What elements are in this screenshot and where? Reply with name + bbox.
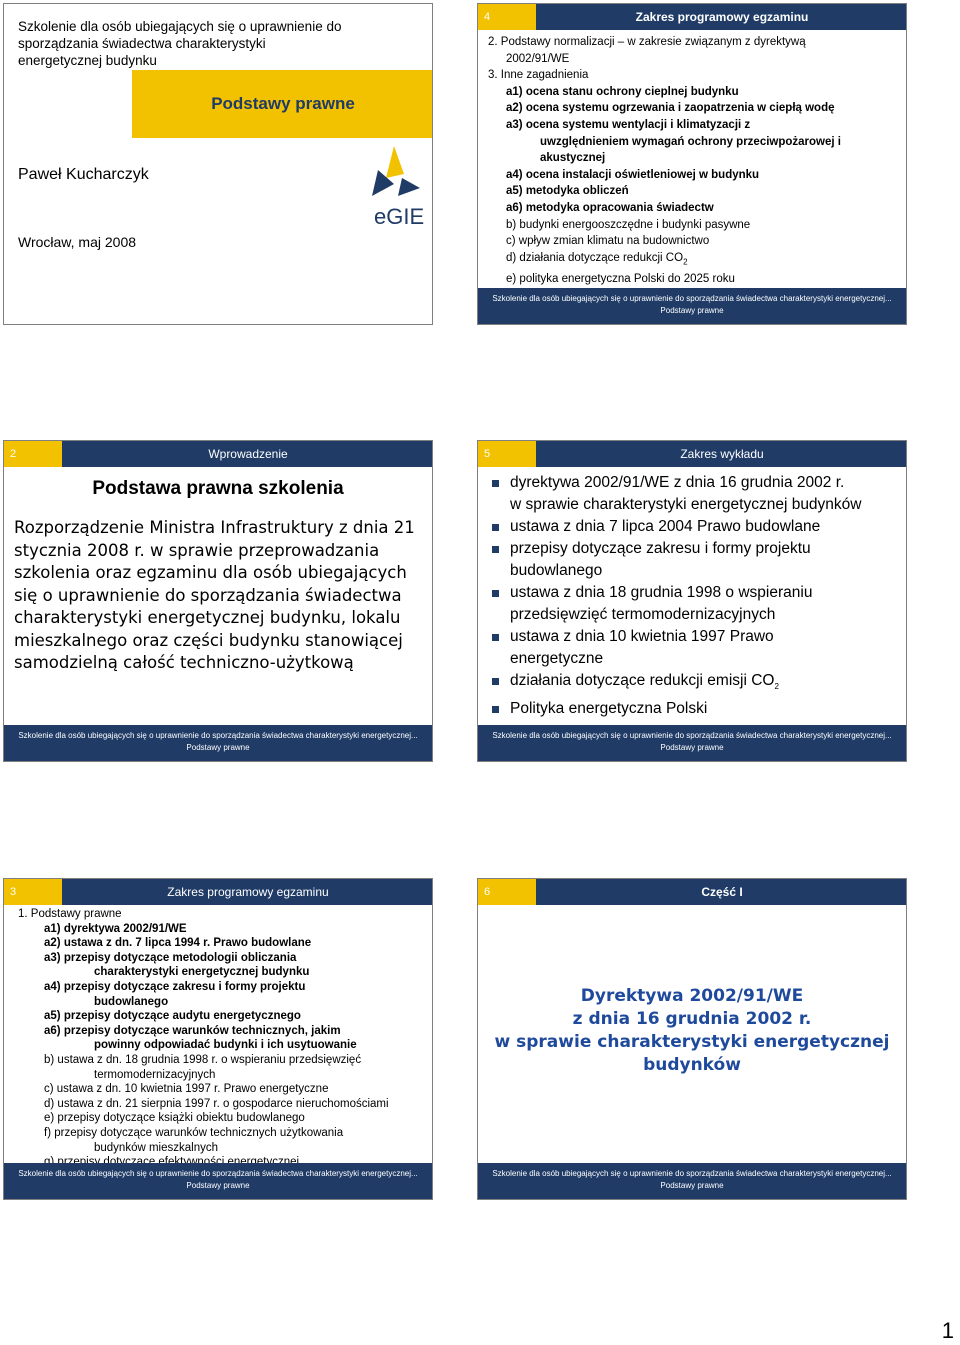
list-item: 2. Podstawy normalizacji – w zakresie związanym z dyrektywą: [488, 36, 806, 48]
slide-body: [478, 467, 906, 725]
subtitle-band: [132, 70, 433, 138]
list-item: a1) ocena stanu ochrony cieplnej budynku: [506, 85, 739, 98]
slide-body: [478, 905, 906, 1163]
slide-header: [478, 441, 906, 467]
slide-number: 5: [478, 441, 536, 467]
slide-5: [477, 440, 907, 762]
slide-title: Część I: [701, 885, 743, 899]
bullet-continuation: przedsięwzięć termomodernizacyjnych: [510, 606, 776, 623]
bullet-item: ustawa z dnia 7 lipca 2004 Prawo budowlane: [488, 516, 896, 538]
bullet-item: przepisy dotyczące zakresu i formy projektu: [488, 538, 896, 560]
slide-footer: Szkolenie dla osób ubiegających się o uprawnienie do sporządzania świadectwa charakterystyki energetycznej... Podstawy prawne: [478, 288, 906, 324]
list-item: a5) przepisy dotyczące audytu energetycznego: [44, 1010, 301, 1023]
bullet-continuation: budowlanego: [510, 562, 603, 579]
presentation-subtitle: Podstawy prawne: [211, 94, 355, 113]
slide-header: [478, 879, 906, 905]
list-item: c) wpływ zmian klimatu na budownictwo: [506, 235, 710, 248]
list-item: budowlanego: [94, 995, 169, 1008]
bullet-item: działania dotyczące redukcji emisji $CO_2$: [488, 670, 896, 698]
list-item: a2) ocena systemu ogrzewania i zaopatrzenia w ciepłą wodę: [506, 102, 835, 115]
list-item: 3. Inne zagadnienia: [488, 69, 589, 82]
page-number: 1: [941, 1318, 954, 1343]
list-item: e) przepisy dotyczące książki obiektu budowlanego: [44, 1112, 305, 1125]
presentation-title: Szkolenie dla osób ubiegających się o uprawnienie do sporządzania świadectwa charakterystyki energetycznej budynku: [18, 19, 342, 68]
list-item: d) działania dotyczące redukcji $CO_2$: [506, 251, 688, 267]
slide-body: [478, 30, 906, 288]
list-item: 1. Podstawy prawne: [18, 908, 122, 920]
list-item: a4) przepisy dotyczące zakresu i formy projektu: [44, 980, 306, 993]
logo-text: eGIE: [374, 204, 425, 229]
list-item: a6) metodyka opracowania świadectw: [506, 201, 714, 214]
list-item: a3) przepisy dotyczące metodologii obliczania: [44, 951, 297, 964]
list-item: a4) ocena instalacji oświetleniowej w budynku: [506, 168, 760, 181]
bullet-continuation: w sprawie charakterystyki energetycznej budynków: [510, 496, 862, 513]
slide-number: 2: [4, 441, 62, 467]
slide-header: [4, 879, 432, 905]
slide-title: Zakres wykładu: [680, 447, 764, 461]
slide-text: Rozporządzenie Ministra Infrastruktury z dnia 21 stycznia 2008 r. w sprawie przeprowadzania szkolenia oraz egzaminu dla osób ubiegających się o uprawnienie do sporządzania świadectwa charakterystyki energetycznej budynku, lokalu mieszkalnego oraz części budynku stanowiącej samodzielną całość techniczno-użytkową: [14, 518, 415, 672]
slide-title: [3, 3, 433, 325]
bullet-item: Polityka energetyczna Polski: [488, 698, 896, 720]
slide-title: Zakres programowy egzaminu: [167, 885, 329, 899]
list-item: akustycznej: [540, 152, 606, 165]
slide-header: [478, 4, 906, 30]
bullet-item: ustawa z dnia 18 grudnia 1998 o wspieraniu: [488, 582, 896, 604]
list-item: d) ustawa z dn. 21 sierpnia 1997 r. o gospodarce nieruchomościami: [44, 1097, 389, 1110]
part-title-line: z dnia 16 grudnia 2002 r.: [572, 1009, 812, 1029]
part-title-line: budynków: [643, 1055, 741, 1075]
place-date: Wrocław, maj 2008: [18, 234, 137, 250]
slide-footer: Szkolenie dla osób ubiegających się o uprawnienie do sporządzania świadectwa charakterystyki energetycznej... Podstawy prawne: [478, 1163, 906, 1199]
list-item: a2) ustawa z dn. 7 lipca 1994 r. Prawo budowlane: [44, 937, 312, 950]
list-item: b) budynki energooszczędne i budynki pasywne: [506, 218, 751, 231]
slide-header: [4, 441, 432, 467]
slide-2: [3, 440, 433, 762]
list-item: 2002/91/WE: [506, 52, 570, 65]
part-title-line: Dyrektywa 2002/91/WE: [580, 986, 804, 1006]
list-item: a1) dyrektywa 2002/91/WE: [44, 922, 187, 935]
list-item: a6) przepisy dotyczące warunków technicznych, jakim: [44, 1024, 341, 1037]
slide-title: Zakres programowy egzaminu: [635, 10, 809, 24]
slide-6: [477, 878, 907, 1200]
slide-number: 6: [478, 879, 536, 905]
list-item: b) ustawa z dn. 18 grudnia 1998 r. o wspieraniu przedsięwzięć: [44, 1053, 362, 1066]
bullet-item: ustawa z dnia 10 kwietnia 1997 Prawo: [488, 626, 896, 648]
slide-footer: Szkolenie dla osób ubiegających się o uprawnienie do sporządzania świadectwa charakterystyki energetycznej... Podstawy prawne: [4, 1163, 432, 1199]
list-item: powinny odpowiadać budynki i ich usytuowanie: [94, 1039, 357, 1052]
list-item: uwzględnieniem wymagań ochrony przeciwpożarowej i: [540, 135, 841, 148]
list-item: budynków mieszkalnych: [94, 1141, 219, 1154]
slide-number: 4: [478, 4, 536, 30]
slide-footer: Szkolenie dla osób ubiegających się o uprawnienie do sporządzania świadectwa charakterystyki energetycznej... Podstawy prawne: [478, 725, 906, 761]
list-item: e) polityka energetyczna Polski do 2025 roku: [506, 272, 735, 285]
author-name: Paweł Kucharczyk: [18, 166, 149, 183]
part-title-line: w sprawie charakterystyki energetycznej: [494, 1032, 890, 1052]
list-item: a3) ocena systemu wentylacji i klimatyzacji z: [506, 118, 751, 131]
list-item: f) przepisy dotyczące warunków technicznych użytkowania: [44, 1126, 344, 1139]
slide-number: 3: [4, 879, 62, 905]
slide-body: [4, 905, 432, 1163]
list-item: c) ustawa z dn. 10 kwietnia 1997 r. Prawo energetyczne: [44, 1083, 329, 1096]
slide-title: Wprowadzenie: [208, 447, 288, 461]
list-item: charakterystyki energetycznej budynku: [94, 966, 310, 979]
slide-4: [477, 3, 907, 325]
bullet-item: dyrektywa 2002/91/WE z dnia 16 grudnia 2002 r.: [488, 472, 896, 494]
bullet-continuation: energetyczne: [510, 650, 604, 667]
slide-body: [4, 467, 432, 725]
slide-footer: Szkolenie dla osób ubiegających się o uprawnienie do sporządzania świadectwa charakterystyki energetycznej... Podstawy prawne: [4, 725, 432, 761]
list-item: a5) metodyka obliczeń: [506, 185, 629, 198]
slide-3: [3, 878, 433, 1200]
slide-heading: Podstawa prawna szkolenia: [92, 478, 344, 499]
list-item: termomodernizacyjnych: [94, 1068, 216, 1081]
